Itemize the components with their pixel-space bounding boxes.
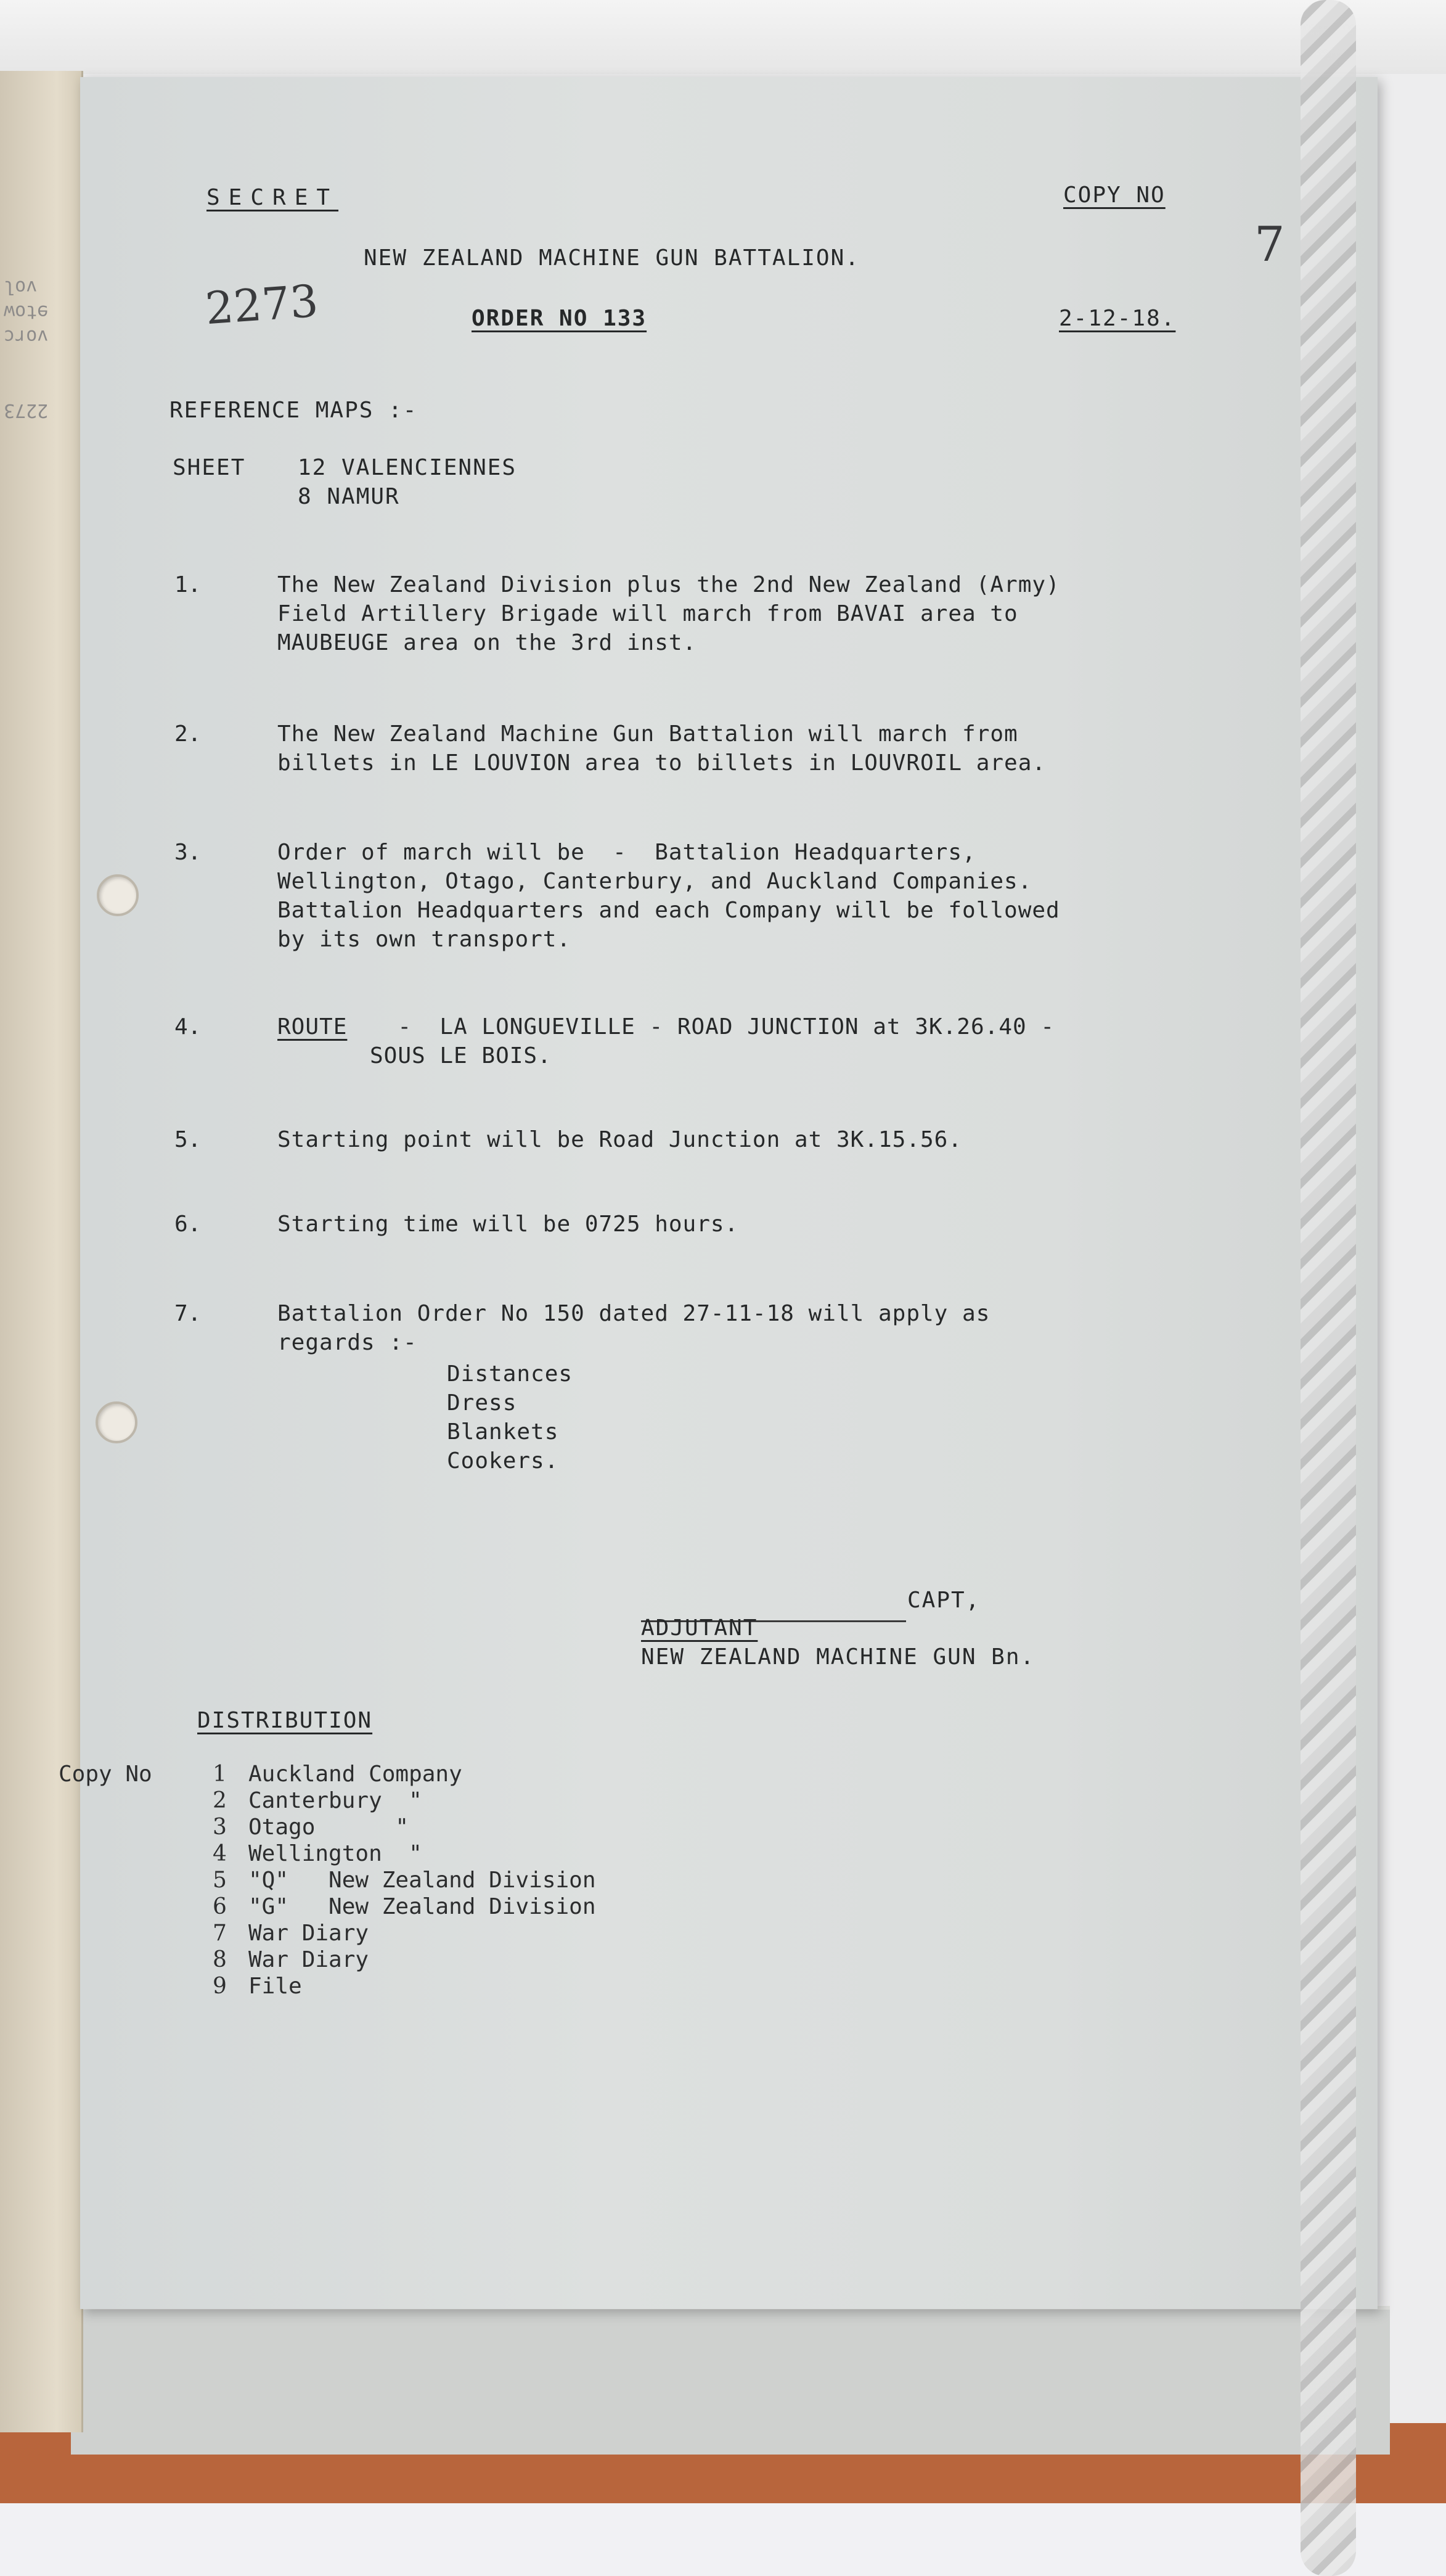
punch-hole (97, 874, 139, 916)
left-leaf-fragment-text: 2273 vorc ɘtow vol (4, 276, 49, 421)
map-sheet: 12 VALENCIENNES (298, 455, 517, 480)
distribution-item: 3 Otago " (213, 1815, 409, 1840)
paragraph-number: 5. (174, 1127, 202, 1152)
paragraph-text: The New Zealand Division plus the 2nd New Zealand (Army) Field Artillery Brigade will march from BAVAI area to MAUBEUGE area on the 3rd inst. (277, 572, 1060, 655)
distribution-item: 6 "G" New Zealand Division (213, 1894, 596, 1919)
distribution-item: 9 File (213, 1974, 302, 1999)
underlying-sheet (71, 2306, 1390, 2455)
paragraph-number: 2. (174, 721, 202, 747)
left-folded-leaf (0, 71, 83, 2432)
distribution-item: 5 "Q" New Zealand Division (213, 1868, 596, 1893)
signature-unit: NEW ZEALAND MACHINE GUN Bn. (641, 1644, 1035, 1670)
paragraph-number: 4. (174, 1014, 202, 1040)
map-sheet: 8 NAMUR (298, 484, 400, 509)
paragraph-text: Battalion Order No 150 dated 27-11-18 will apply as regards :- (277, 1301, 991, 1355)
paragraph-number: 1. (174, 572, 202, 597)
regards-item: Blankets (447, 1419, 559, 1445)
paragraph-number: 7. (174, 1301, 202, 1326)
distribution-item: 7 War Diary (213, 1921, 369, 1946)
signature-title: ADJUTANT (641, 1615, 758, 1641)
top-edge-paper (0, 0, 1446, 74)
paragraph-text: The New Zealand Machine Gun Battalion will march from billets in LE LOUVION area to billets in LOUVROIL area. (277, 721, 1047, 776)
order-date: 2-12-18. (1059, 306, 1176, 331)
binding-cord (1301, 0, 1356, 2576)
copy-number-handwritten: 7 (1254, 217, 1285, 273)
sheet-label: SHEET (173, 455, 246, 480)
paragraph-number: 3. (174, 840, 202, 865)
file-number-handwritten: 2273 (203, 274, 320, 335)
reference-maps-label: REFERENCE MAPS :- (170, 398, 418, 423)
distribution-item: 1 Auckland Company (213, 1762, 462, 1787)
regards-item: Distances (447, 1361, 573, 1387)
paragraph-text: - LA LONGUEVILLE - ROAD JUNCTION at 3K.26.40 - SOUS LE BOIS. (370, 1014, 1055, 1069)
route-label: ROUTE (277, 1014, 348, 1040)
secret-marking: SECRET (206, 185, 339, 210)
paragraph-number: 6. (174, 1212, 202, 1237)
distribution-item: 8 War Diary (213, 1947, 369, 1972)
paragraph-text: Starting point will be Road Junction at 3K.15.56. (277, 1127, 963, 1152)
distribution-item: 4 Wellington " (213, 1841, 422, 1866)
signature-rank: CAPT, (907, 1588, 981, 1613)
regards-item: Cookers. (447, 1448, 559, 1474)
distribution-copy-label: Copy No (59, 1762, 152, 1787)
unit-title: NEW ZEALAND MACHINE GUN BATTALION. (364, 245, 860, 271)
distribution-heading: DISTRIBUTION (197, 1708, 373, 1733)
bottom-paper (0, 2503, 1446, 2576)
order-number: ORDER NO 133 (472, 306, 647, 331)
distribution-item: 2 Canterbury " (213, 1788, 422, 1813)
paragraph-text: Starting time will be 0725 hours. (277, 1212, 739, 1237)
paragraph-text: Order of march will be - Battalion Headquarters, Wellington, Otago, Canterbury, and Auckland Companies. Battalion Headquarters and each Company will be followed by its own transport. (277, 840, 1060, 952)
copy-number-label: COPY NO (1063, 183, 1166, 208)
regards-item: Dress (447, 1390, 517, 1416)
punch-hole (96, 1401, 137, 1443)
